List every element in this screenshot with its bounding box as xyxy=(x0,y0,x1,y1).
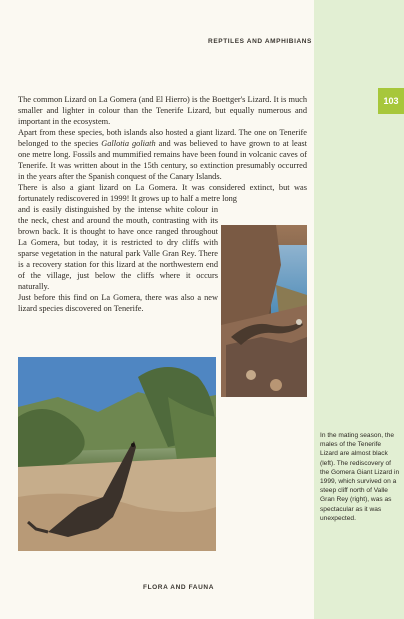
paragraph-3-continued: and is easily distinguished by the intense white colour in the neck, chest and around the mouth, contrasting with its brown back. It is thought to have once ranged throughout La Gomera, but today, it is restricted to dry cliffs with sparse vegetation in the natural park Valle Gran Rey. There is a recovery station for this lizard at the northwestern end of the village, just below the cliffs where it occurs naturally. xyxy=(18,205,218,291)
paragraph-1: The common Lizard on La Gomera (and El Hierro) is the Boettger's Lizard. It is much smaller and lighter in colour than the Tenerife Lizard, but equally numerous and important in the ecosystem. xyxy=(18,95,307,126)
photo-caption: In the mating season, the males of the Tenerife Lizard are almost black (left). The rediscovery of the Gomera Giant Lizard in 1999, which survived on a steep cliff north of Valle Gran Rey (right), was as spectacular as it was unexpected. xyxy=(320,432,400,522)
cliff-lizard-illustration xyxy=(221,225,307,397)
paragraph-4: Just before this find on La Gomera, there was also a new lizard species discovered on Tenerife. xyxy=(18,293,218,313)
species-name: Gallotia goliath xyxy=(101,139,156,148)
photo-tenerife-lizard xyxy=(18,357,216,551)
running-footer: FLORA AND FAUNA xyxy=(143,584,214,591)
paragraph-3-intro: There is also a giant lizard on La Gomera. It was considered extinct, but was fortunately rediscovered in 1999! It grows up to half a metre long xyxy=(18,183,307,203)
running-header: REPTILES AND AMPHIBIANS xyxy=(208,38,312,45)
paragraph-2: Apart from these species, both islands also hosted a giant lizard. The one on Tenerife belonged to the species Gallotia goliath and was believed to have grown to at least one metre long. Fossils and mummified remains have been found in volcanic caves of Tenerife. It was written about in the 15th century, so extinction presumably occurred in the years after the Spanish conquest of the Canary Islands. xyxy=(18,128,307,181)
page-number: 103 xyxy=(378,88,404,114)
tenerife-lizard-illustration xyxy=(18,357,216,551)
photo-gomera-giant-lizard xyxy=(221,225,307,397)
